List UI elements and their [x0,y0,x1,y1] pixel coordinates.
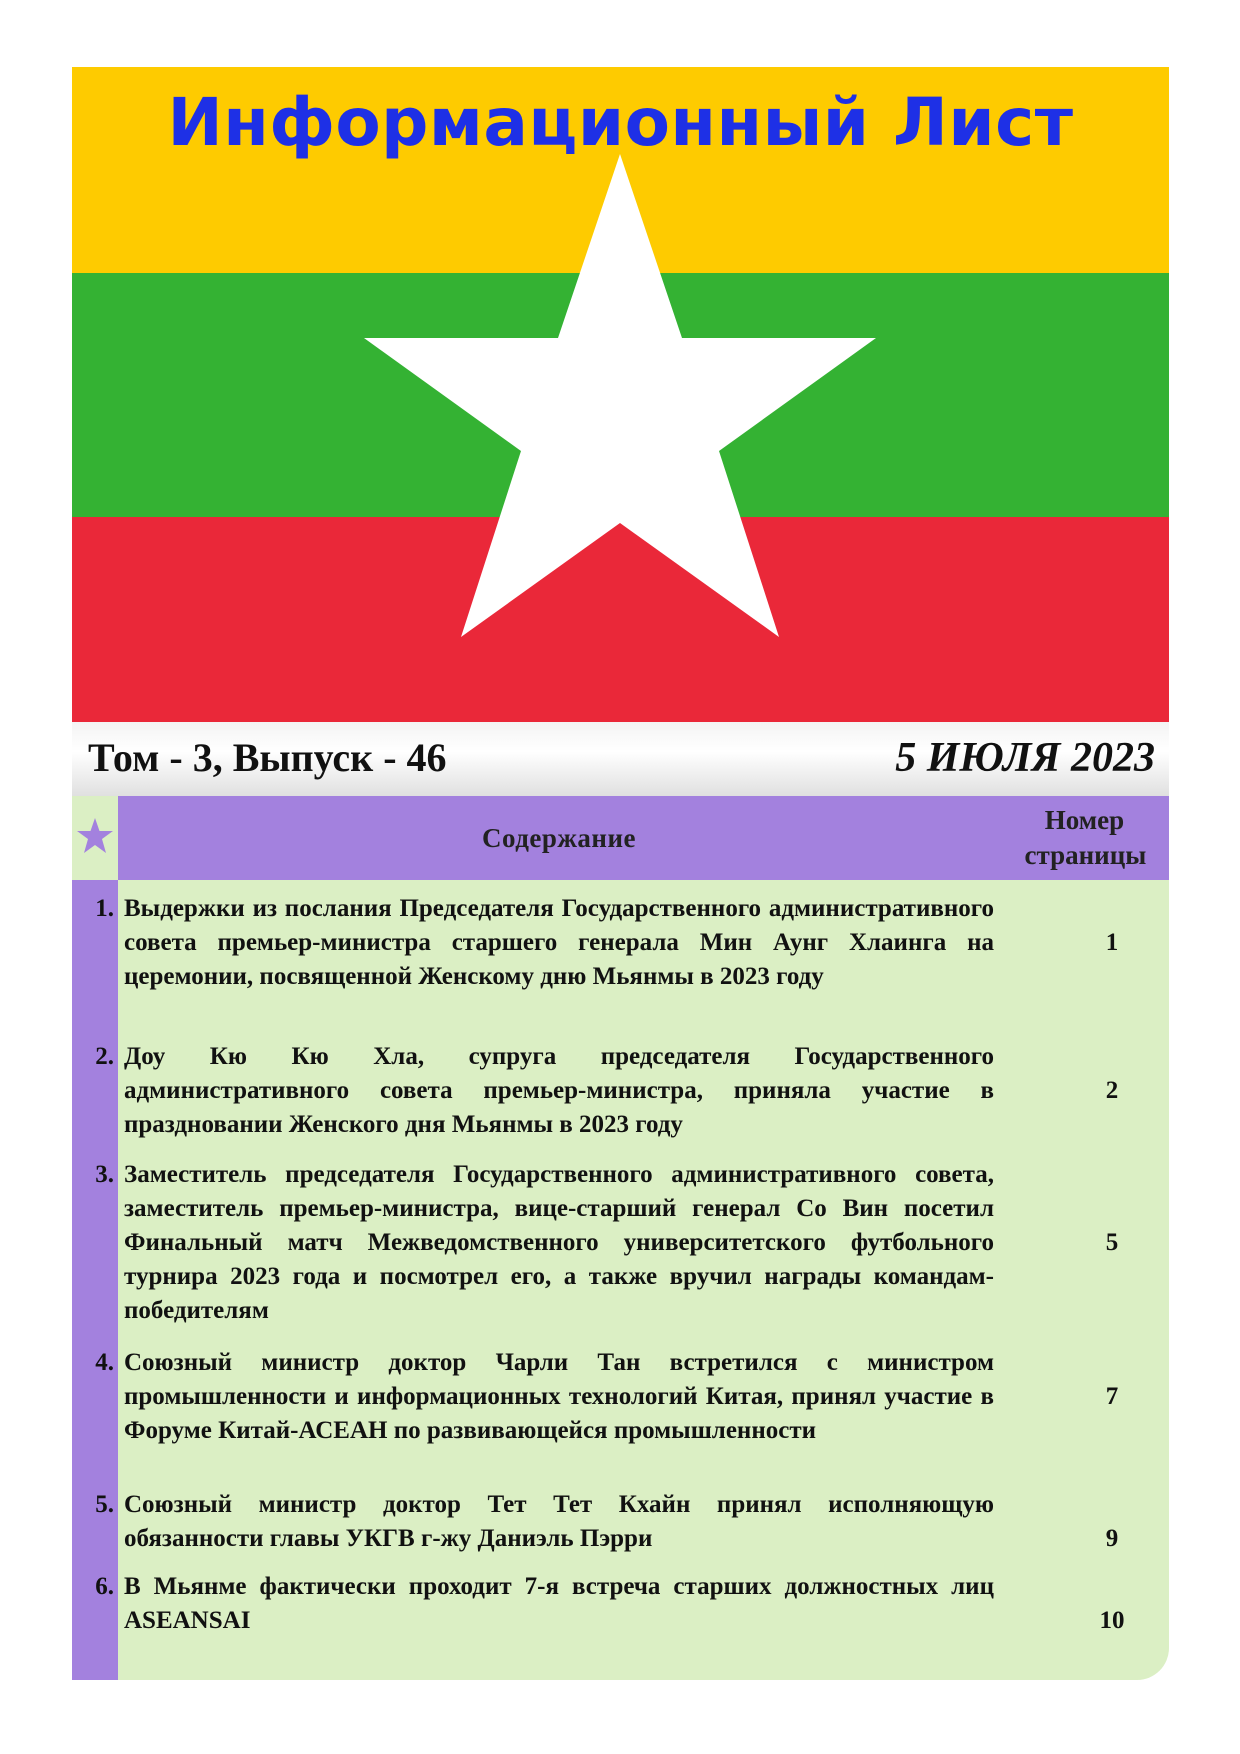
item-page-number: 9 [1105,1525,1119,1552]
item-number: 6. [95,1573,114,1600]
page-number-heading [1000,796,1169,880]
item-number: 1. [95,895,114,922]
page-number-heading-text: Номер страницы [1024,804,1147,870]
issue-volume: Том - 3, Выпуск - 46 [88,735,447,780]
flag-star-icon [72,67,1169,722]
issue-date: 5 ИЮЛЯ 2023 [895,735,1155,781]
item-page-number: 7 [1105,1383,1119,1410]
item-number: 5. [95,1491,114,1518]
newsletter-title: Информационный Лист [167,84,1074,161]
item-page-number: 10 [1099,1607,1125,1634]
contents-header-row [118,796,1169,880]
issue-bar [72,722,1169,796]
item-number: 3. [95,1161,114,1188]
contents-side-strip [72,880,118,1680]
item-number: 2. [95,1043,114,1070]
item-title[interactable]: В Мьянме фактически проходит 7-я встреча старших должностных лиц ASEANSAI [124,1573,994,1634]
item-title[interactable]: Заместитель председателя Государственного административного совета, заместитель премьер-министра, вице-старший генерал Со Вин посетил Финальный матч Межведомственного университетского футбольного турнира 2023 года и посмотрел его, а также вручил награды командам-победителям [124,1161,994,1324]
item-title[interactable]: Союзный министр доктор Тет Тет Кхайн принял исполняющую обязанности главы УКГВ г-жу Даниэль Пэрри [124,1491,994,1552]
flag-banner [72,67,1169,722]
contents-corner [72,796,118,880]
item-number: 4. [95,1349,114,1376]
contents-table [72,796,1169,1680]
item-page-number: 5 [1105,1229,1119,1256]
star-icon [75,816,115,856]
item-page-number: 1 [1105,929,1119,956]
item-title[interactable]: Союзный министр доктор Чарли Тан встретился с министром промышленности и информационных технологий Китая, принял участие в Форуме Китай-АСЕАН по развивающейся промышленности [124,1349,994,1444]
contents-heading: Содержание [481,822,637,853]
item-title[interactable]: Доу Кю Кю Хла, супруга председателя Государственного административного совета премьер-министра, приняла участие в праздновании Женского дня Мьянмы в 2023 году [124,1043,994,1138]
item-page-number: 2 [1105,1077,1119,1104]
item-title[interactable]: Выдержки из послания Председателя Государственного административного совета премьер-министра старшего генерала Мин Аунг Хлаинга на церемонии, посвященной Женскому дню Мьянмы в 2023 году [124,895,994,990]
